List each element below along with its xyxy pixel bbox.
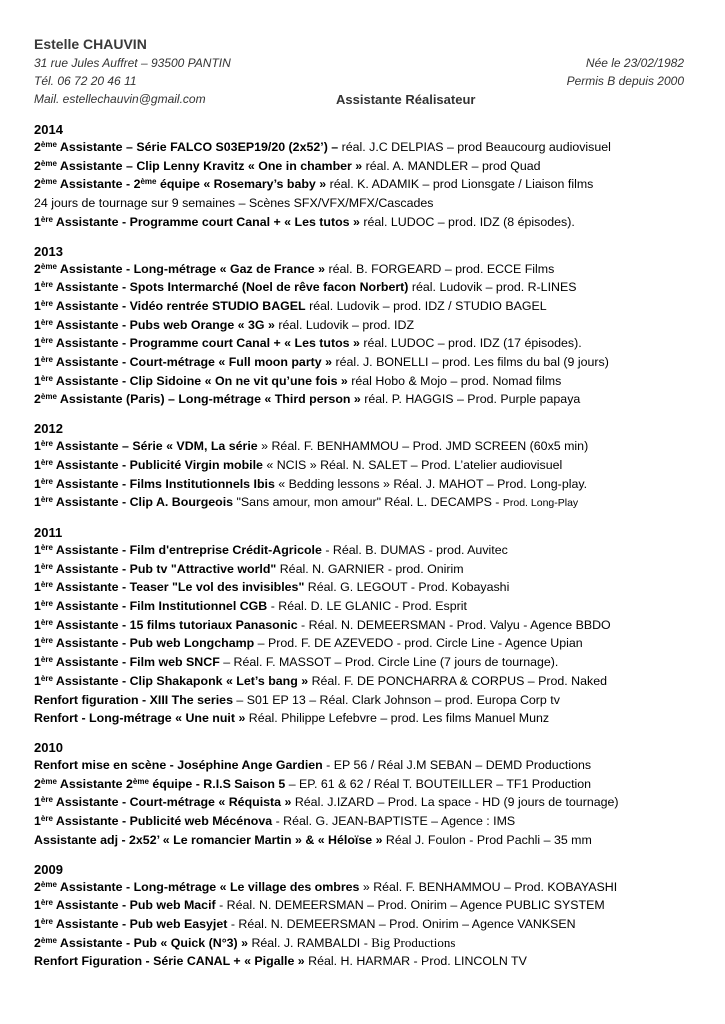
entry-detail: Réal. Philippe Lefebvre – prod. Les films Manuel Munz	[245, 711, 550, 726]
entry-role: 1	[34, 655, 41, 670]
ordinal-suffix: ème	[40, 140, 57, 149]
entry-role: Assistante – Série FALCO S03EP19/20 (2x52’) –	[56, 140, 339, 154]
entry-role: 1	[34, 542, 41, 557]
entry-detail: réal. J.C DELPIAS – prod Beaucourg audiovisuel	[338, 140, 611, 154]
entry-detail: – S01 EP 13 – Réal. Clark Johnson – prod. Europa Corp tv	[232, 692, 560, 707]
ordinal-suffix: ère	[40, 476, 53, 486]
ordinal-suffix: ème	[40, 261, 57, 271]
entry-role: Assistante - Clip Sidoine « On ne vit qu’une fois »	[52, 373, 348, 388]
phone: Tél. 06 72 20 46 11	[34, 74, 137, 88]
experience-entry	[34, 560, 694, 579]
entry-detail: réal. Ludovik – prod. IDZ / STUDIO BAGEL	[305, 298, 547, 313]
entry-role: 2	[34, 140, 41, 154]
ordinal-suffix: ème	[40, 879, 57, 889]
ordinal-suffix: ère	[40, 280, 53, 290]
experience-entry	[34, 372, 694, 391]
ordinal-suffix: ère	[40, 898, 53, 908]
entry-role: Assistante - Programme court Canal + « Les tutos »	[52, 214, 360, 229]
ordinal-suffix: ème	[40, 392, 57, 402]
experience-entry	[34, 297, 694, 316]
entry-role: 2	[34, 177, 41, 192]
year-section	[34, 421, 694, 513]
entry-role: Assistante - Pubs web Orange « 3G »	[52, 317, 275, 332]
experience-entry	[34, 878, 694, 897]
entry-role: Assistante - Film d'entreprise Crédit-Agricole	[52, 542, 322, 557]
entry-role: 1	[34, 561, 41, 576]
mail-row	[34, 92, 694, 110]
entry-role: Assistante adj - 2x52’ « Le romancier Martin » & « Héloïse »	[34, 832, 383, 847]
entry-detail: Réal J. Foulon - Prod Pachli – 35 mm	[382, 832, 592, 847]
experience-entry	[34, 952, 694, 971]
entry-detail: Réal. N. GARNIER - prod. Onirim	[276, 561, 464, 576]
entry-detail: Réal. G. LEGOUT - Prod. Kobayashi	[304, 580, 510, 595]
entry-detail: réal. LUDOC – prod. IDZ (8 épisodes).	[359, 214, 575, 229]
entry-role: Assistante – Série « VDM, La série	[52, 439, 258, 454]
entry-detail: » Réal. F. BENHAMMOU – Prod. JMD SCREEN (60x5 min)	[257, 439, 589, 454]
entry-detail: "Sans amour, mon amour" Réal. L. DECAMPS -	[233, 495, 503, 510]
entry-role: 1	[34, 898, 41, 913]
year-heading: 2013	[34, 243, 63, 259]
experience-entry	[34, 316, 694, 335]
ordinal-suffix: ème	[140, 177, 157, 187]
entry-role: 2	[34, 776, 41, 791]
entry-detail: - Réal. N. DEMEERSMAN – Prod. Onirim – Agence VANKSEN	[227, 916, 576, 931]
entry-role: 1	[34, 336, 41, 351]
birth-date: Née le 23/02/1982	[585, 56, 684, 70]
experience-entry	[34, 194, 694, 213]
entry-detail: réal. J. BONELLI – prod. Les films du bal (9 jours)	[332, 355, 609, 370]
ordinal-suffix: ème	[40, 776, 57, 786]
email: Mail. estellechauvin@gmail.com	[34, 92, 206, 106]
job-title: Assistante Réalisateur	[336, 92, 476, 107]
entry-role: Assistante - Court-métrage « Full moon party »	[52, 355, 332, 370]
entry-detail: - Réal. N. DEMEERSMAN – Prod. Onirim – Agence PUBLIC SYSTEM	[215, 898, 605, 913]
ordinal-suffix: ère	[40, 542, 53, 552]
experience-entry	[34, 597, 694, 616]
entry-detail: réal. B. FORGEARD – prod. ECCE Films	[325, 261, 555, 276]
experience-entry	[34, 793, 694, 812]
entry-role: Assistante - 2	[56, 177, 141, 192]
entry-role: Assistante - Teaser "Le vol des invisibles"	[52, 580, 305, 595]
experience-entry	[34, 934, 694, 953]
ordinal-suffix: ère	[40, 495, 53, 505]
ordinal-suffix: ère	[40, 580, 53, 590]
experience-entry	[34, 213, 694, 232]
ordinal-suffix: ère	[40, 636, 53, 646]
entry-role: Assistante - Publicité web Mécénova	[52, 814, 273, 829]
entry-detail-serif: Big Productions	[371, 934, 456, 950]
ordinal-suffix: ème	[40, 177, 57, 187]
entry-detail: réal. K. ADAMIK – prod Lionsgate / Liaison films	[326, 177, 594, 192]
ordinal-suffix: ère	[40, 655, 53, 665]
entry-role: Assistante 2	[56, 776, 133, 791]
experience-entry	[34, 278, 694, 297]
ordinal-suffix: ère	[40, 916, 53, 926]
entry-role: Assistante - Pub tv "Attractive world"	[52, 561, 277, 576]
experience-entry	[34, 831, 694, 850]
entry-detail: réal. LUDOC – prod. IDZ (17 épisodes).	[359, 336, 582, 351]
entry-role: Assistante - Spots Intermarché (Noel de rêve facon Norbert)	[52, 280, 409, 295]
entry-detail: Réal. J. RAMBALDI -	[248, 935, 372, 950]
experience-entry	[34, 691, 694, 710]
experience-entry	[34, 578, 694, 597]
entry-role: 1	[34, 373, 41, 388]
entry-detail: – Réal. F. MASSOT – Prod. Circle Line (7 jours de tournage).	[219, 655, 559, 670]
ordinal-suffix: ère	[40, 439, 53, 449]
entry-detail: - Réal. N. DEMEERSMAN - Prod. Valyu - Agence BBDO	[297, 617, 611, 632]
entry-role: 1	[34, 916, 41, 931]
entry-role: 1	[34, 214, 41, 229]
cv-page	[34, 36, 694, 971]
entry-role: 2	[34, 392, 41, 407]
entry-role: Assistante - Long-métrage « Le village des ombres	[56, 879, 360, 894]
entry-role: Assistante - Pub web Longchamp	[52, 636, 255, 651]
experience-entry	[34, 437, 694, 456]
entry-role: 1	[34, 495, 41, 510]
entry-role: Assistante - Films Institutionnels Ibis	[52, 476, 275, 491]
year-section	[34, 862, 694, 972]
experience-entry	[34, 353, 694, 372]
entry-detail: réal. A. MANDLER – prod Quad	[362, 158, 541, 173]
ordinal-suffix: ème	[40, 158, 57, 168]
ordinal-suffix: ère	[40, 373, 53, 383]
address-row	[34, 56, 694, 74]
entry-role: Assistante - Pub web Easyjet	[52, 916, 228, 931]
entry-detail: réal. Ludovik – prod. IDZ	[274, 317, 415, 332]
entry-role: Assistante - Clip A. Bourgeois	[52, 495, 234, 510]
driving-license: Permis B depuis 2000	[566, 74, 684, 88]
entry-role: Assistante - Vidéo rentrée STUDIO BAGEL	[52, 298, 306, 313]
ordinal-suffix: ère	[40, 795, 53, 805]
entry-detail-small: Prod. Long-Play	[502, 497, 579, 510]
ordinal-suffix: ère	[40, 336, 53, 346]
experience-entry	[34, 541, 694, 560]
experience-sections	[34, 122, 694, 971]
experience-entry	[34, 756, 694, 775]
ordinal-suffix: ère	[40, 317, 53, 327]
entry-detail: Réal. J.IZARD – Prod. La space - HD (9 jours de tournage)	[291, 795, 619, 810]
entry-detail: « NCIS » Réal. N. SALET – Prod. L’atelier audiovisuel	[262, 457, 563, 472]
entry-role: Assistante - Long-métrage « Gaz de France »	[56, 261, 326, 276]
entry-role: 2	[34, 879, 41, 894]
entry-role: Assistante - Film Institutionnel CGB	[52, 599, 268, 614]
experience-entry	[34, 456, 694, 475]
entry-role: 2	[34, 158, 41, 173]
entry-detail: Réal. H. HARMAR - Prod. LINCOLN TV	[304, 954, 527, 969]
entry-detail: réal Hobo & Mojo – prod. Nomad films	[347, 373, 562, 388]
entry-detail: - EP 56 / Réal J.M SEBAN – DEMD Productions	[322, 757, 592, 772]
ordinal-suffix: ème	[40, 935, 57, 945]
entry-role: Assistante - Programme court Canal + « Les tutos »	[52, 336, 360, 351]
experience-entry	[34, 616, 694, 635]
entry-role: 1	[34, 673, 41, 688]
entry-detail: - Réal. B. DUMAS - prod. Auvitec	[321, 542, 508, 557]
entry-role: Renfort Figuration - Série CANAL + « Pigalle »	[34, 954, 305, 969]
entry-role: Renfort figuration - XIII The series	[34, 692, 233, 707]
entry-detail: – EP. 61 & 62 / Réal T. BOUTEILLER – TF1 Production	[285, 776, 592, 791]
address: 31 rue Jules Auffret – 93500 PANTIN	[34, 56, 231, 70]
entry-role: 1	[34, 795, 41, 810]
entry-role: 1	[34, 298, 41, 313]
entry-role: 1	[34, 580, 41, 595]
experience-entry	[34, 915, 694, 934]
entry-role: 1	[34, 636, 41, 651]
entry-role: Assistante - Pub web Macif	[52, 898, 216, 913]
ordinal-suffix: ère	[40, 355, 53, 365]
experience-entry	[34, 653, 694, 672]
experience-entry	[34, 157, 694, 176]
entry-detail: réal. P. HAGGIS – Prod. Purple papaya	[360, 392, 581, 407]
ordinal-suffix: ère	[40, 457, 53, 467]
year-heading: 2010	[34, 739, 63, 755]
experience-entry	[34, 390, 694, 409]
entry-detail: 24 jours de tournage sur 9 semaines – Scènes SFX/VFX/MFX/Cascades	[34, 196, 434, 211]
experience-entry	[34, 260, 694, 279]
entry-role: 1	[34, 599, 41, 614]
year-section	[34, 740, 694, 850]
entry-role: 1	[34, 617, 41, 632]
ordinal-suffix: ère	[40, 673, 53, 683]
cv-name: Estelle CHAUVIN	[34, 36, 147, 52]
experience-entry	[34, 709, 694, 728]
entry-role: Assistante – Clip Lenny Kravitz « One in chamber »	[56, 158, 363, 173]
entry-role: 1	[34, 457, 41, 472]
year-heading: 2012	[34, 421, 63, 437]
entry-detail: « Bedding lessons » Réal. J. MAHOT – Prod. Long-play.	[274, 476, 588, 491]
entry-role: Assistante - Court-métrage « Réquista »	[52, 795, 292, 810]
experience-entry	[34, 334, 694, 353]
experience-entry	[34, 493, 694, 513]
entry-role: 1	[34, 439, 41, 454]
experience-entry	[34, 138, 694, 157]
entry-role: 1	[34, 317, 41, 332]
entry-role: Assistante - Pub « Quick (N°3) »	[56, 935, 249, 950]
year-section	[34, 122, 694, 232]
entry-role: Renfort mise en scène - Joséphine Ange Gardien	[34, 757, 323, 772]
experience-entry	[34, 672, 694, 691]
entry-role: équipe « Rosemary’s baby »	[156, 177, 327, 192]
phone-row	[34, 74, 694, 92]
experience-entry	[34, 775, 694, 794]
entry-role: Assistante (Paris) – Long-métrage « Third person »	[56, 392, 361, 407]
year-section	[34, 525, 694, 728]
ordinal-suffix: ère	[40, 617, 53, 627]
experience-entry	[34, 634, 694, 653]
year-heading: 2011	[34, 524, 63, 540]
experience-entry	[34, 812, 694, 831]
ordinal-suffix: ère	[40, 298, 53, 308]
ordinal-suffix: ère	[40, 561, 53, 571]
ordinal-suffix: ère	[40, 599, 53, 609]
experience-entry	[34, 175, 694, 194]
entry-role: Assistante - 15 films tutoriaux Panasonic	[52, 617, 298, 632]
experience-entry	[34, 475, 694, 494]
ordinal-suffix: ère	[40, 814, 53, 824]
entry-role: Assistante - Clip Shakaponk « Let’s bang »	[52, 673, 309, 688]
entry-role: équipe - R.I.S Saison 5	[148, 776, 286, 791]
entry-role: 1	[34, 814, 41, 829]
entry-role: 2	[34, 935, 41, 950]
experience-entry	[34, 896, 694, 915]
entry-role: 1	[34, 280, 41, 295]
entry-role: Assistante - Film web SNCF	[52, 655, 220, 670]
year-heading: 2009	[34, 861, 63, 877]
entry-detail: - Réal. G. JEAN-BAPTISTE – Agence : IMS	[272, 814, 516, 829]
entry-detail: réal. Ludovik – prod. R-LINES	[408, 280, 577, 295]
entry-detail: – Prod. F. DE AZEVEDO - prod. Circle Line - Agence Upian	[254, 636, 583, 651]
entry-role: Renfort - Long-métrage « Une nuit »	[34, 711, 246, 726]
entry-detail: - Réal. D. LE GLANIC - Prod. Esprit	[267, 599, 467, 614]
year-heading: 2014	[34, 122, 63, 137]
ordinal-suffix: ère	[40, 214, 53, 224]
entry-role: 2	[34, 261, 41, 276]
year-section	[34, 244, 694, 410]
entry-role: Assistante - Publicité Virgin mobile	[52, 457, 263, 472]
entry-role: 1	[34, 476, 41, 491]
ordinal-suffix: ème	[132, 776, 149, 786]
entry-detail: » Réal. F. BENHAMMOU – Prod. KOBAYASHI	[359, 879, 618, 894]
entry-role: 1	[34, 355, 41, 370]
entry-detail: Réal. F. DE PONCHARRA & CORPUS – Prod. Naked	[308, 673, 607, 688]
